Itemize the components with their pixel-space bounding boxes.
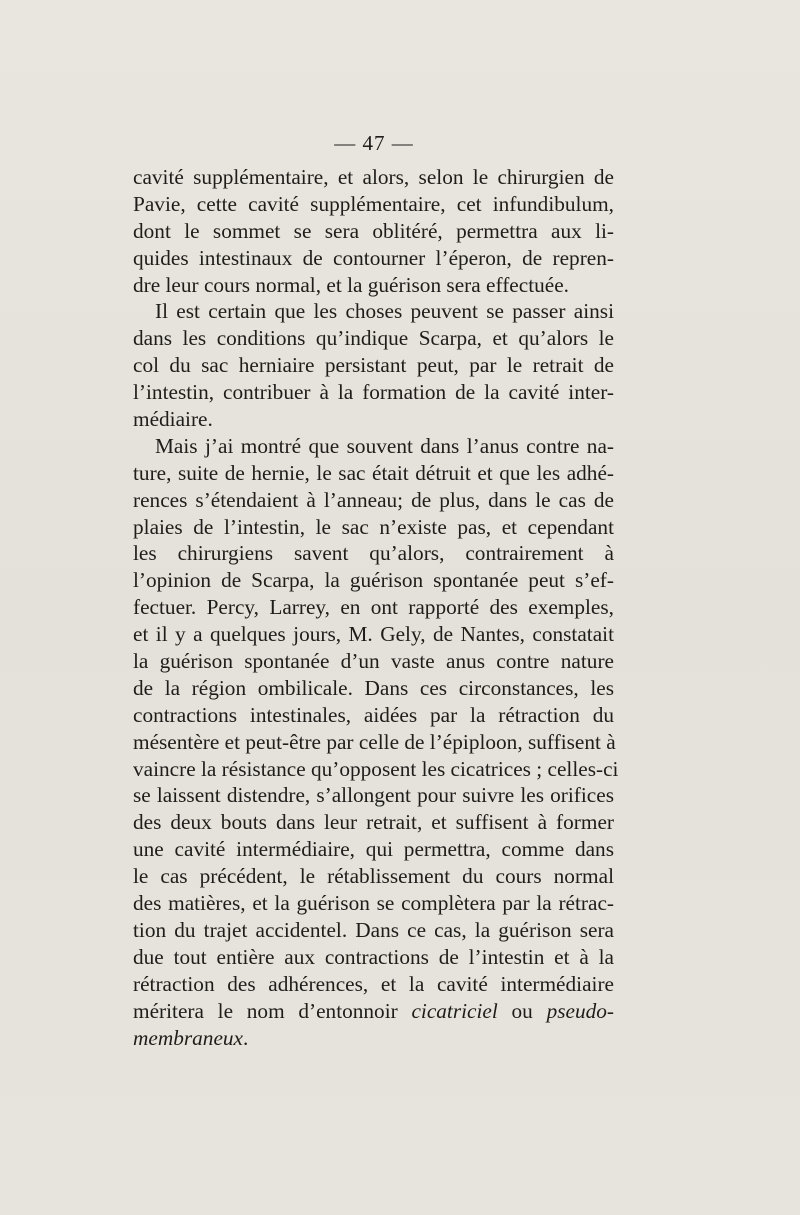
text-line (133, 1025, 614, 1052)
text-line (133, 998, 614, 1025)
text-line (133, 836, 614, 863)
text-segment: médiaire. (133, 407, 213, 432)
text-line (133, 325, 614, 352)
text-segment: des deux bouts dans leur retrait, et suffisent à former (133, 810, 614, 835)
text-segment: la guérison spontanée d’un vaste anus contre nature (133, 649, 614, 674)
text-line (133, 756, 619, 783)
text-segment: Pavie, cette cavité supplémentaire, cet infundibulum, (133, 191, 614, 216)
text-segment: quides intestinaux de contourner l’éperon, de repren- (133, 245, 614, 270)
text-segment: ture, suite de hernie, le sac était détruit et que les adhé- (133, 460, 614, 485)
text-line (133, 164, 614, 191)
text-line (133, 460, 614, 487)
text-line (133, 487, 614, 514)
text-segment: une cavité intermédiaire, qui permettra, comme dans (133, 837, 614, 862)
page-number: — 47 — (334, 131, 414, 155)
italic-text: cicatriciel (411, 998, 498, 1023)
text-segment: vaincre la résistance qu’opposent les cicatrices ; celles-ci (133, 756, 619, 781)
body-text (133, 164, 619, 1051)
text-segment: dre leur cours normal, et la guérison sera effectuée. (133, 272, 569, 297)
text-segment: des matières, et la guérison se complètera par la rétrac- (133, 891, 614, 916)
text-line (133, 567, 614, 594)
text-line (133, 729, 614, 756)
text-line (133, 890, 614, 917)
text-segment: fectuer. Percy, Larrey, en ont rapporté des exemples, (133, 595, 614, 620)
text-line (133, 863, 614, 890)
text-segment: cavité supplémentaire, et alors, selon le chirurgien de (133, 165, 614, 189)
text-line (133, 433, 614, 460)
text-line (133, 809, 614, 836)
text-line (133, 971, 614, 998)
text-line (133, 594, 614, 621)
text-line (133, 540, 614, 567)
text-segment: méritera le nom d’entonnoir (133, 998, 412, 1023)
text-segment: se laissent distendre, s’allongent pour suivre les orifices (133, 783, 614, 808)
text-line (133, 191, 614, 218)
text-segment: et il y a quelques jours, M. Gely, de Nantes, constatait (133, 622, 614, 647)
text-line (133, 621, 614, 648)
text-segment: tion du trajet accidentel. Dans ce cas, la guérison sera (133, 917, 614, 942)
text-segment: dont le sommet se sera oblitéré, permettra aux li- (133, 218, 614, 243)
text-line (133, 782, 614, 809)
text-segment: contractions intestinales, aidées par la rétraction du (133, 702, 614, 727)
text-segment: le cas précédent, le rétablissement du cours normal (133, 864, 614, 889)
text-line (133, 917, 614, 944)
text-line (133, 379, 614, 406)
text-segment: ou (497, 998, 547, 1023)
text-line (133, 514, 614, 541)
text-line (133, 218, 614, 245)
text-segment: . (243, 1025, 249, 1050)
text-line (133, 245, 614, 272)
text-segment: rences s’étendaient à l’anneau; de plus, dans le cas de (133, 487, 614, 512)
text-segment: mésentère et peut-être par celle de l’épiploon, suffisent à (133, 729, 616, 754)
text-segment: l’intestin, contribuer à la formation de la cavité inter- (133, 380, 614, 405)
italic-text: pseudo- (546, 998, 614, 1023)
italic-text: membraneux (133, 1025, 243, 1050)
text-line (133, 406, 614, 433)
text-line (133, 298, 614, 325)
text-line (133, 352, 614, 379)
text-segment: Mais j’ai montré que souvent dans l’anus contre na- (155, 433, 614, 458)
text-segment: rétraction des adhérences, et la cavité intermédiaire (133, 971, 614, 996)
text-line (133, 272, 614, 299)
text-segment: les chirurgiens savent qu’alors, contrairement à (133, 541, 614, 566)
text-line (133, 702, 614, 729)
text-segment: plaies de l’intestin, le sac n’existe pas, et cependant (133, 514, 614, 539)
text-segment: l’opinion de Scarpa, la guérison spontanée peut s’ef- (133, 568, 614, 593)
text-segment: de la région ombilicale. Dans ces circonstances, les (133, 675, 614, 700)
text-segment: col du sac herniaire persistant peut, par le retrait de (133, 353, 614, 378)
text-segment: due tout entière aux contractions de l’intestin et à la (133, 944, 614, 969)
text-line (133, 675, 614, 702)
text-segment: dans les conditions qu’indique Scarpa, et qu’alors le (133, 326, 614, 351)
text-line (133, 944, 614, 971)
text-line (133, 648, 614, 675)
text-segment: Il est certain que les choses peuvent se passer ainsi (155, 299, 614, 324)
